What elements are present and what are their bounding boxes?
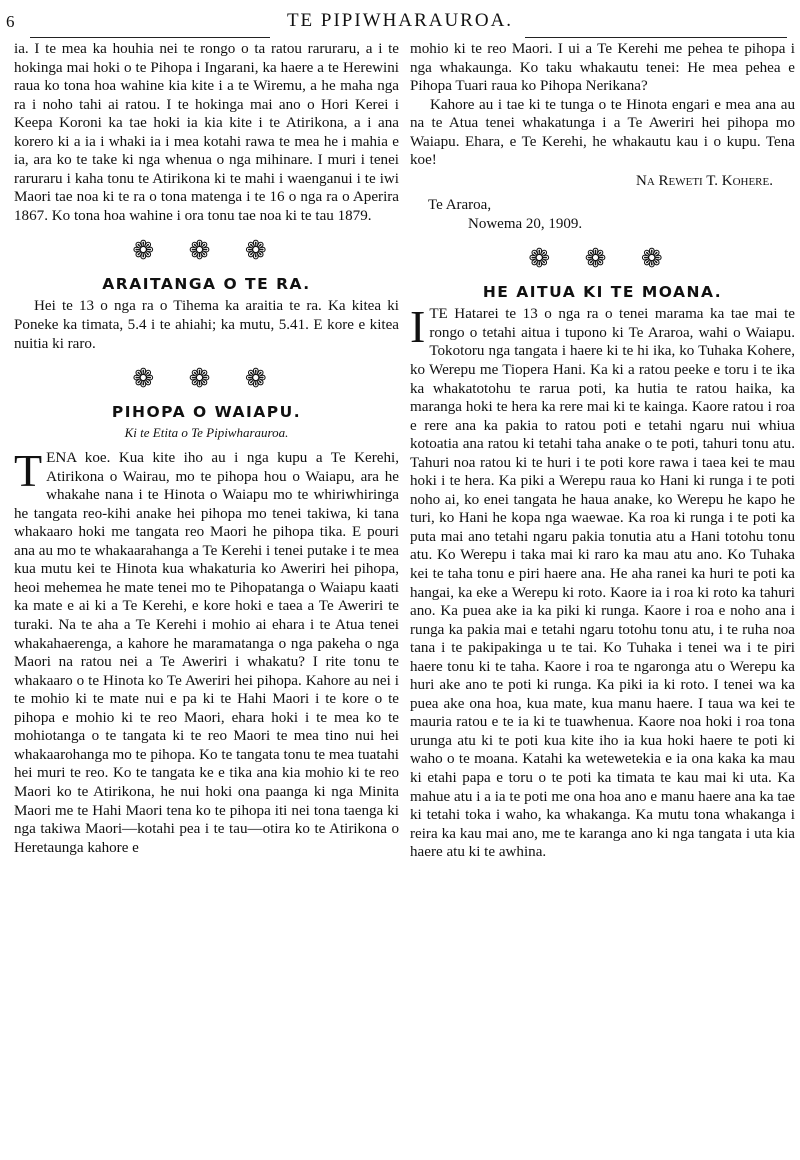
aitua-article <box>410 301 795 861</box>
flower-ornament-icon: ❁ ❁ ❁ <box>132 364 281 394</box>
pihopa-heading: PIHOPA O WAIAPU. <box>111 403 302 422</box>
flower-ornament-icon: ❁ ❁ ❁ <box>528 244 677 274</box>
letter-location: Te Araroa, <box>428 197 492 214</box>
page-number: 6 <box>6 12 15 31</box>
header-rule-right <box>525 37 787 38</box>
aitua-body: TE Hatarei te 13 o nga ra o tenei marama ka tae mai te rongo o tetahi aitua i tupono ki Te Araroa, wahi o Waiapu. Tokotoru nga tangata i haere ki te hi ika, ko Tuhaka Kohere, ko Werepu me Tiopera Hani. Ka ki a ratou peeke e toru i te ika ka whakatotohu te rarua poti, ka hutia te ratou haika, ka maranga hoki te hera ka rere mai ki te kainga. Kaore ratou i roa e rere ana ka pakia to ratou poti e tetahi ngaru nui whiua kotoatia ana ratou ki tetahi taha anake o te poti, tahuri tonu atu. Tahuri noa ratou ki te huri i te poti kore rawa i taea kei te mau hoki i te hera. Ka piki a Werepu raua ko Hani ki runga i te poti noho ai, ko enei tangata he haua anake, ko Werepu he kapo he turi, ko Hani he kopa nga waewae. Ka roa ki runga i te poti ka puta mai ano tetahi ngaru pakia tonutia atu a Hani totohu tonu atu. Ko Werepu i taka mai ki raro ka mau atu ano. Ko Tuhaka kei te taha tonu e piri haere ana. He aha ranei ka huri te poti ka hangai, ka eke a Werepu ki roto. Kaore ia i roa ki roto ka tahuri ano. Ka puea ake ia ka piki ki runga. Kaore i roa e noho ana i runga ka pakia mai e tetahi ngaru totohu tonu atu, i te ruha noa tana i te pakipakinga u te tai. Ko Tuhaka i tenei wa i te piri haere tonu ki te taha. Kaore i roa te ngaronga atu o Werepu ka huri ake ano te poti ki runga. Ka piki ia ki roto. I tenei wa ka puea ake ona hoa, kua mate, kua manu haere. I taua wa kei te mauria ratou e te ia ki te tuawhenua. Kaore noa hoki i roa tona urunga atu ki te poti kua kite iho ia kua hoki haere te poti ki waho o te moana. Katahi ka wetewetekia e ia ona kaka ka mau ki etahi papa e toru o te poti ka timata te kau mai ki uta. Ka mahue atu i a ia te poti me ona hoa ano e manu haere ana ka tae ki tetahi toka i waho, ka whakanga. Ka mutu tona whakanga i reira ka kau mai ano, me te karanga ano ki nga tangata i uta kia haere atu ki te awhina. <box>410 306 795 861</box>
publication-title: TE PIPIWHARAUROA. <box>286 10 514 31</box>
left-column <box>14 40 399 1155</box>
pihopa-subheading: Ki te Etita o Te Pipiwharauroa. <box>124 425 289 441</box>
page-header <box>0 0 800 40</box>
intro-paragraph: ia. I te mea ka houhia nei te rongo o ta ratou raruraru, a i te hokinga mai hoki o te Pihopa i Ingarani, ka haere a te Herewini raua ko tona hoa wahine kia kite i a te Wiremu, a he maha nga ra i noho tahi ai ratou. I te hokinga mai ano o Hori Kerei i Keepa Koroni ka tae hoki ia kia kite i te Atirikona, a i ana korero ki a ia i whaki ia i mea kotahi rawa te mea he i mahia e ia, ara ko te take ki nga whenua o nga mihinare. I muri i tenei raruraru i kaha tonu te Atirikona ki te mahi i waenganui i te iwi Maori tae noa ki te ra o tona matenga i te 16 o nga ra o Aperira 1867. Ko tona hoa wahine i ora tonu tae noa ki te tau 1879. <box>14 41 399 224</box>
right-column <box>410 40 795 1155</box>
letter-continuation: mohio ki te reo Maori. I ui a Te Kerehi me pehea te pihopa i nga whakaunga. Ko taku whakautu tenei: He mea pehea e Pihopa Tuari raua ko Pihopa Nerikana? <box>410 41 795 95</box>
flower-ornament-icon: ❁ ❁ ❁ <box>132 236 281 266</box>
pihopa-body: ENA koe. Kua kite iho au i nga kupu a Te Kerehi, Atirikona o Wairau, mo te pihopa hou o Waiapu, ara he whakahe nana i te Hinota o Waiapu mo te whiriwhiringa he tangata reo-kihi anake hei pihopa mo tenei takiwa, ki tana whakaaro hoki me tangata reo Maori he pihopa tika. E pouri ana au mo te whakaarahanga a Te Kerehi i tenei putake i te mea kua mutu kei te Hinota kua whakaturia ko Aweriri hei pihopa, heoi mehemea he mate tenei mo te Pihopatanga o Waiapu kaati ka mate e ai ki a Te Kerehi, e kore hoki e taea a Te Aweriri te turaki. Na te aha a Te Kerehi i mohio ai ehara i te Atua tenei whakahaerenga, a kahore he maramatanga o nga pakeha o nga Maori na ratou nei a Te Aweriri i whakatu? I rite tonu te whakaaro o te Hinota ko Te Aweriri hei pihopa. Kahore au nei i te mohio ki te mate nui e pa ki te Hahi Maori i te kore o te pihopa e mohio ki te reo Maori, ehara hoki i te mea ko te mohiotanga o te tangata ki te reo Maori te mea tino nui hei whakaarohanga mo te pihopa. Ko te tangata tonu te mea tuatahi hei muri te reo. Ko te tangata ke e tika ana kia mohio ki te reo Maori ko te Atirikona, he nui hoki ona paanga ki nga Minita Maori me te Hahi Maori tena ko te pihopa iti nei tona taenga ki nga takiwa Maori—kotahi pea i te tau—otira ko te Atirikona o Heretaunga kahore e <box>14 450 399 856</box>
header-rule-left <box>30 37 270 38</box>
letter-signature: Na Reweti T. Kohere. <box>635 172 773 189</box>
araitanga-heading: ARAITANGA O TE RA. <box>102 275 311 294</box>
drop-cap: I <box>410 301 426 353</box>
pihopa-letter <box>14 445 399 857</box>
aitua-heading: HE AITUA KI TE MOANA. <box>482 283 723 302</box>
letter-paragraph-2: Kahore au i tae ki te tunga o te Hinota engari e mea ana au na te Atua tenei whakatunga i a Te Aweriri hei pihopa mo Waiapu. Ehara, e Te Kerehi, he whakautu kau i o kupu. Tena koe! <box>410 96 795 169</box>
letter-date: Nowema 20, 1909. <box>468 215 583 232</box>
drop-cap: T <box>14 445 43 497</box>
araitanga-body: Hei te 13 o nga ra o Tihema ka araitia te ra. Ka kitea ki Poneke ka timata, 5.4 i te ahiahi; ka mutu, 5.41. E kore e kitea nuitia ki raro. <box>14 298 399 352</box>
